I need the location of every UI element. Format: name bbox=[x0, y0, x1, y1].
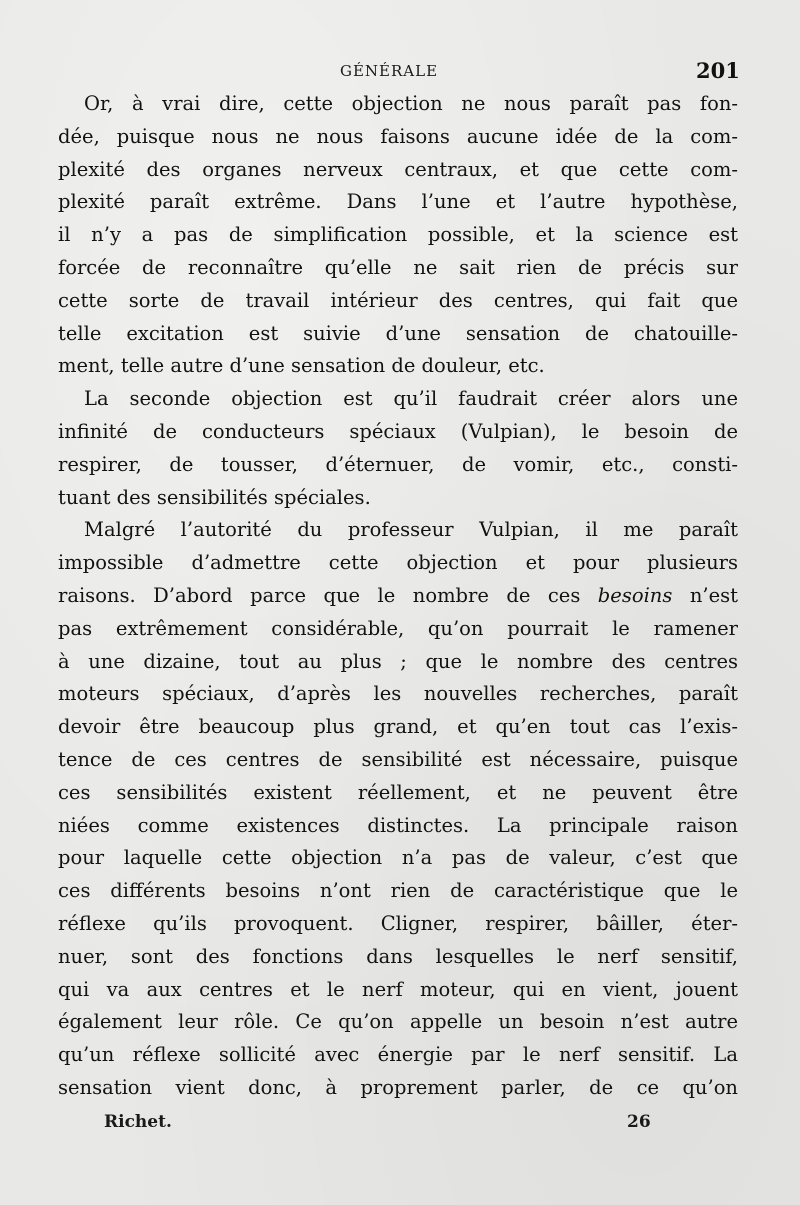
text-line: ces sensibilités existent réellement, et ne peuvent être bbox=[58, 780, 738, 804]
text-line: tuant des sensibilités spéciales. bbox=[58, 485, 371, 509]
text-line: cette sorte de travail intérieur des centres, qui fait que bbox=[58, 288, 738, 312]
text-line: respirer, de tousser, d’éternuer, de vomir, etc., consti- bbox=[58, 452, 738, 476]
text-line: nuer, sont des fonctions dans lesquelles le nerf sensitif, bbox=[58, 944, 738, 968]
text-line: à une dizaine, tout au plus ; que le nombre des centres bbox=[58, 649, 738, 673]
text-line: ces différents besoins n’ont rien de caractéristique que le bbox=[58, 879, 738, 903]
text-line: forcée de reconnaître qu’elle ne sait rien de précis sur bbox=[58, 255, 738, 279]
text-line: tence de ces centres de sensibilité est nécessaire, puisque bbox=[58, 747, 738, 771]
text-line: impossible d’admettre cette objection et pour plusieurs bbox=[58, 551, 738, 575]
text-line: infinité de conducteurs spéciaux (Vulpian), le besoin de bbox=[58, 419, 738, 443]
text-line: également leur rôle. Ce qu’on appelle un besoin n’est autre bbox=[58, 1010, 738, 1034]
text-line: Or, à vrai dire, cette objection ne nous paraît pas fon- bbox=[84, 92, 738, 115]
text-line: sensation vient donc, à proprement parler, de ce qu’on bbox=[58, 1075, 738, 1099]
running-title: GÉNÉRALE bbox=[340, 62, 439, 80]
body-text bbox=[58, 88, 738, 1105]
text-line: plexité des organes nerveux centraux, et que cette com- bbox=[58, 157, 738, 181]
emphasized-word: besoins bbox=[597, 583, 673, 607]
page-number: 201 bbox=[696, 58, 740, 83]
text-line: pour laquelle cette objection n’a pas de valeur, c’est que bbox=[58, 846, 738, 870]
text-line: il n’y a pas de simplification possible, et la science est bbox=[58, 223, 738, 247]
text-line: moteurs spéciaux, d’après les nouvelles recherches, paraît bbox=[58, 682, 738, 706]
running-head bbox=[0, 58, 800, 88]
text-line: ment, telle autre d’une sensation de douleur, etc. bbox=[58, 354, 545, 378]
text-line: qui va aux centres et le nerf moteur, qui en vient, jouent bbox=[58, 977, 738, 1001]
footer-author: Richet. bbox=[104, 1112, 172, 1132]
text-line: Malgré l’autorité du professeur Vulpian, il me paraît bbox=[84, 518, 738, 542]
text-line: La seconde objection est qu’il faudrait créer alors une bbox=[84, 387, 738, 411]
text-line: telle excitation est suivie d’une sensation de chatouille- bbox=[58, 321, 738, 345]
text-line: devoir être beaucoup plus grand, et qu’en tout cas l’exis- bbox=[58, 715, 738, 739]
text-line: qu’un réflexe sollicité avec énergie par le nerf sensitif. La bbox=[58, 1043, 738, 1067]
text-line: plexité paraît extrême. Dans l’une et l’autre hypothèse, bbox=[58, 190, 738, 214]
text-line: dée, puisque nous ne nous faisons aucune idée de la com- bbox=[58, 124, 738, 148]
text-line: niées comme existences distinctes. La principale raison bbox=[58, 813, 738, 837]
page-footer bbox=[0, 1112, 800, 1142]
signature-mark: 26 bbox=[627, 1112, 651, 1132]
text-line: pas extrêmement considérable, qu’on pourrait le ramener bbox=[58, 616, 738, 640]
text-line: raisons. D’abord parce que le nombre de ces besoins n’est bbox=[58, 583, 738, 607]
text-line: réflexe qu’ils provoquent. Cligner, respirer, bâiller, éter- bbox=[58, 911, 738, 935]
